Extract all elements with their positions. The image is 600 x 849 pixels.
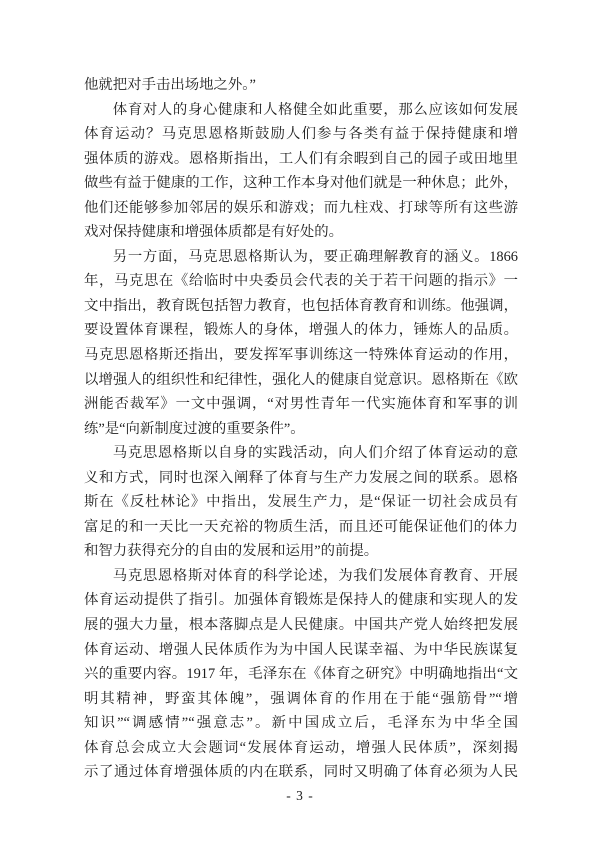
text-line: 强体质的游戏。恩格斯指出，工人们有余暇到自己的园子或田地里 bbox=[84, 150, 518, 167]
text-line: 义和方式，同时也深入阐释了体育与生产力发展之间的联系。恩格 bbox=[84, 469, 518, 486]
text-line: 富足的和一天比一天充裕的物质生活，而且还可能保证他们的体力 bbox=[84, 518, 518, 535]
text-line: 明其精神，野蛮其体魄”，强调体育的作用在于能“强筋骨”“增 bbox=[84, 690, 518, 707]
text-line: 另一方面，马克思恩格斯认为，要正确理解教育的涵义。1866 bbox=[112, 248, 518, 265]
text-line: 文中指出，教育既包括智力教育，也包括体育教育和训练。他强调， bbox=[84, 297, 518, 314]
text-line: 体育对人的身心健康和人格健全如此重要，那么应该如何发展 bbox=[112, 101, 518, 118]
text-line: 示了通过体育增强体质的内在联系，同时又明确了体育必须为人民 bbox=[84, 764, 518, 781]
text-line: 洲能否裁军》一文中强调，“对男性青年一代实施体育和军事的训 bbox=[84, 396, 518, 413]
text-line: 体育运动？马克思恩格斯鼓励人们参与各类有益于保持健康和增 bbox=[84, 126, 518, 143]
text-line: 展的强大力量，根本落脚点是人民健康。中国共产党人始终把发展 bbox=[84, 617, 518, 634]
text-line: 体育运动、增强人民体质作为为中国人民谋幸福、为中华民族谋复 bbox=[84, 641, 518, 658]
text-line: 体育总会成立大会题词“发展体育运动，增强人民体质”，深刻揭 bbox=[84, 739, 518, 756]
text-line: 体育运动提供了指引。加强体育锻炼是保持人的健康和实现人的发 bbox=[84, 592, 518, 609]
text-line: 马克思恩格斯以自身的实践活动，向人们介绍了体育运动的意 bbox=[112, 445, 518, 462]
text-line: 和智力获得充分的自由的发展和运用”的前提。 bbox=[84, 543, 379, 560]
text-line: 知识”“调感情”“强意志”。新中国成立后，毛泽东为中华全国 bbox=[84, 715, 518, 732]
document-body bbox=[84, 73, 518, 785]
text-line: 马克思恩格斯对体育的科学论述，为我们发展体育教育、开展 bbox=[112, 567, 518, 584]
page-number: - 3 - bbox=[286, 788, 314, 803]
text-line: 兴的重要内容。1917 年，毛泽东在《体育之研究》中明确地指出“文 bbox=[84, 666, 518, 683]
text-line: 做些有益于健康的工作，这种工作本身对他们就是一种休息；此外， bbox=[84, 175, 518, 192]
text-line: 戏对保持健康和增强体质都是有好处的。 bbox=[84, 224, 344, 241]
text-line: 要设置体育课程，锻炼人的身体，增强人的体力，锤炼人的品质。 bbox=[84, 322, 518, 339]
text-line: 年，马克思在《给临时中央委员会代表的关于若干问题的指示》一 bbox=[84, 273, 518, 290]
text-line: 斯在《反杜林论》中指出，发展生产力，是“保证一切社会成员有 bbox=[84, 494, 518, 511]
text-line: 以增强人的组织性和纪律性，强化人的健康自觉意识。恩格斯在《欧 bbox=[84, 371, 518, 388]
text-line: 他就把对手击出场地之外。” bbox=[84, 77, 256, 93]
text-line: 他们还能够参加邻居的娱乐和游戏；而九柱戏、打球等所有这些游 bbox=[84, 199, 518, 216]
text-line: 练”是“向新制度过渡的重要条件”。 bbox=[84, 420, 305, 437]
text-line: 马克思恩格斯还指出，要发挥军事训练这一特殊体育运动的作用， bbox=[84, 347, 518, 364]
